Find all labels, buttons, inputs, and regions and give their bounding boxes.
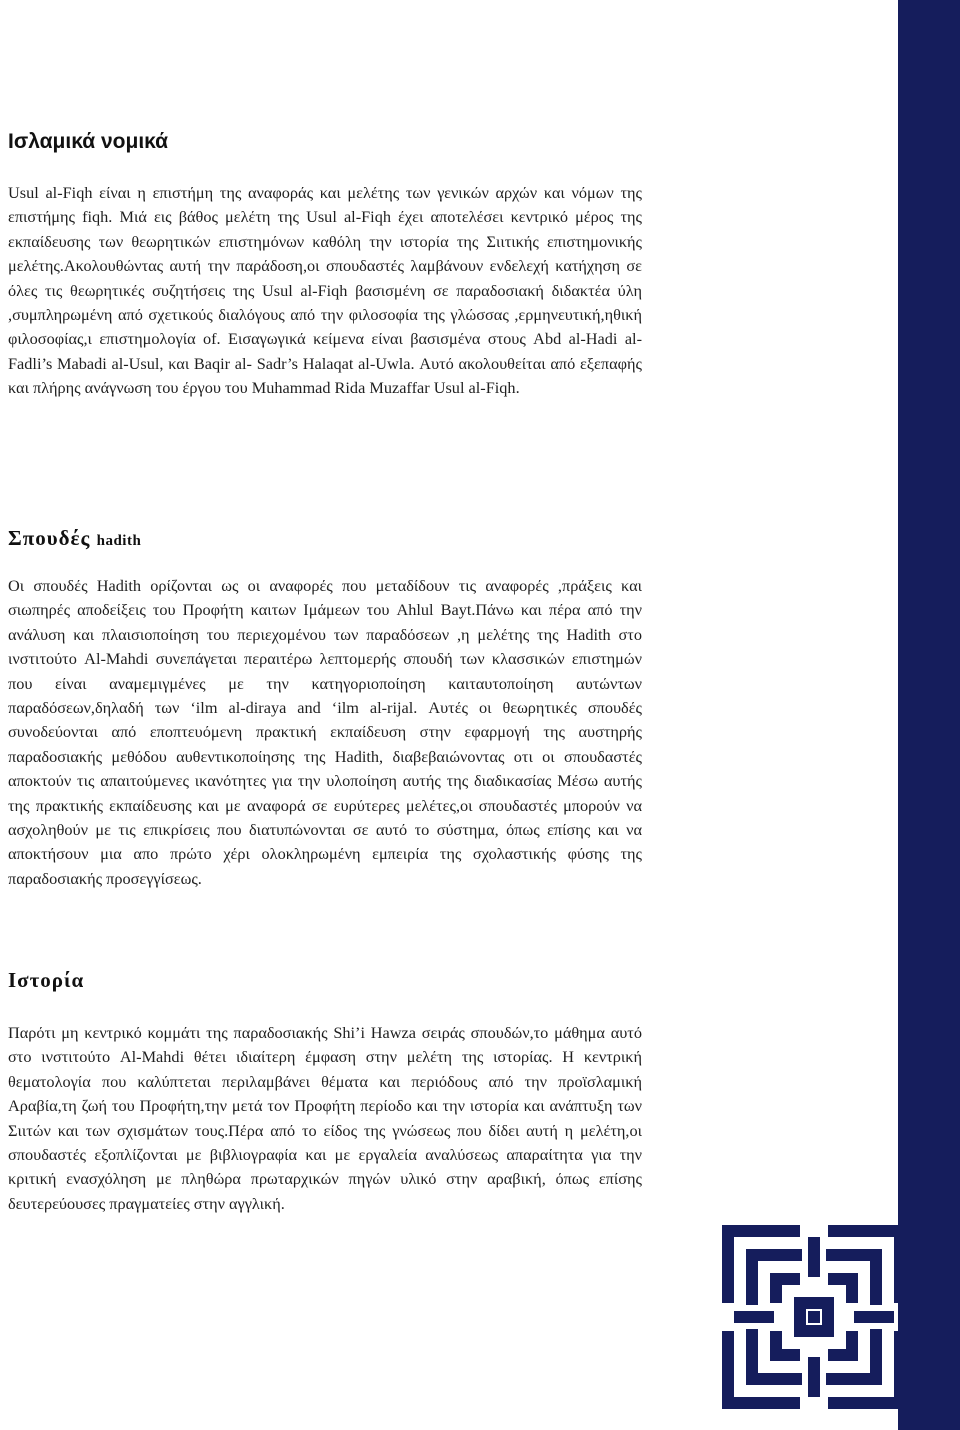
section-heading-history: Ιστορία (8, 968, 85, 992)
section-paragraph-islamic-law: Usul al-Fiqh είναι η επιστήμη της αναφοράς και μελέτης των γενικών αρχών και νόμων της επιστήμης fiqh. Μιά εις βάθος μελέτη της Usul al-Fiqh έχει αποτελέσει κεντρικό μέρος της εκπαίδευσης των θεωρητικών επιστημόνων καθόλη την ιστορία της Σιιτικής επιστημονικής μελέτης.Ακολουθώντας αυτή την παράδοση,οι σπουδαστές λαμβάνουν ενδελεχή κατήχηση σε όλες τις θεωρητικές συζητήσεις της Usul al-Fiqh βασισμένη σε παραδοσιακή διδακτέα ύλη ,συμπληρωμένη από σχετικούς διαλόγους από την φιλοσοφία της γλώσσας ,ερμηνευτική,ηθική φιλοσοφίας,ι επιστημολογία of. Εισαγωγικά κείμενα είναι βασισμένα στους Abd al-Hadi al-Fadli’s Mabadi al-Usul, και Baqir al- Sadr’s Halaqat al-Uwla. Αυτό ακολουθείται από εξεπαφής και πλήρης ανάγνωση του έργου του Muhammad Rida Muzaffar Usul al-Fiqh. (8, 183, 642, 398)
section-paragraph-history: Παρότι μη κεντρικό κομμάτι της παραδοσιακής Shi’i Hawza σειράς σπουδών,το μάθημα αυτό στο ινστιτούτο Al-Mahdi θέτει ιδιαίτερη έμφαση στην μελέτη της ιστορίας. Η κεντρική θεματολογία που καλύπτεται περιλαμβάνει θέματα και περιόδους από την προϊσλαμική Αραβία,τη ζωή του Προφήτη,την μετά τον Προφήτη περίοδο και την ιστορία και ανάπτυξη των Σιιτών και των σχισμάτων τους.Πέρα από το είδος της γνώσεως που δίδει αυτή η μελέτη,οι σπουδαστές εξοπλίζονται με βιβλιογραφία και με εργαλεία αναλύσεως απαραίτητα για την κριτική ενασχόληση με πληθώρα πρωταρχικών πηγών υλικό στην αραβική, όπως επίσης δευτερεύουσες πραγματείες στην αγγλική. (8, 1023, 642, 1213)
section-paragraph-hadith-studies: Οι σπουδές Hadith ορίζονται ως οι αναφορές που μεταδίδουν τις αναφορές ,πράξεις και σιωπηρές αποδείξεις του Προφήτη καιτων Ιμάμεων του Ahlul Bayt.Πάνω και πέρα από την ανάλυση και πλαισιοποίηση του περιεχομένου των παραδόσεων ,η μελέτης της Hadith στο ινστιτούτο Al-Mahdi συνεπάγεται περαιτέρω λεπτομερής σπουδή των κλασσικών επιστημών που είναι αναμεμιγμένες με την κατηγοριοποίηση καιταυτοποίηση αυτώντων παραδόσεων,δηλαδή των ‘ilm al-diraya and ‘ilm al-rijal. Αυτές οι θεωρητικές σπουδές συνοδεύονται από εποπτευόμενη πρακτική εκπαίδευση στην εφαρμογή της αυστηρής παραδοσιακής μεθόδου αυθεντικοποίησης της Hadith, διαβεβαιώνοντας οτι οι σπουδαστές αποκτούν τις απαιτούμενες ικανότητες για την υλοποίηση αυτής της διαδικασίας Μέσω αυτής της πρακτικής εκπαίδευσης και με αναφορά σε ευρύτερες μελέτες,οι σπουδαστές μπορούν να ασχοληθούν με τις επικρίσεις που διατυπώνονται σε αυτό το σύστημα, όπως επίσης και να αποκτήσουν μια απο πρώτο χέρι ολοκληρωμένη εμπειρία της σχολαστικής φύσης της παραδοσιακής προσεγγίσεως. (8, 576, 642, 888)
kufic-calligraphy-logo (722, 1225, 906, 1409)
section-heading-hadith-studies (8, 526, 141, 551)
section-heading-islamic-law: Ισλαμικά νομικά (8, 130, 169, 153)
heading-latin-part: hadith (96, 533, 142, 549)
decorative-sidebar-band (898, 0, 960, 1430)
heading-greek-part: Σπουδές (8, 526, 91, 550)
